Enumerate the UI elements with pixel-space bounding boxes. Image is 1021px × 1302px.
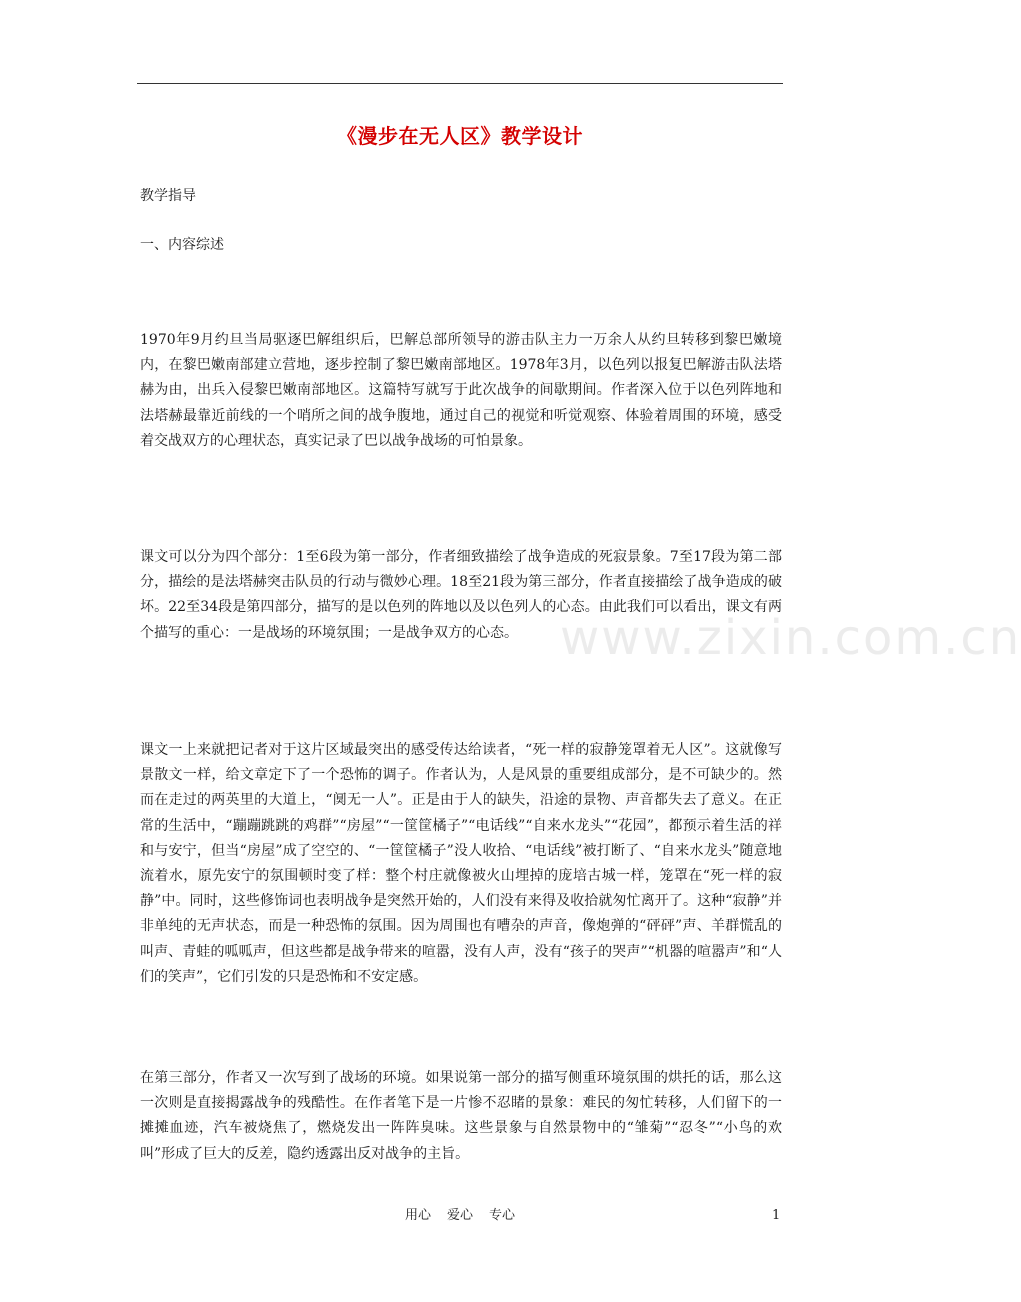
paragraph-4: 在第三部分，作者又一次写到了战场的环境。如果说第一部分的描写侧重环境氛围的烘托的话，那么这一次则是直接揭露战争的残酷性。在作者笔下是一片惨不忍睹的景象：难民的匆忙转移，人们留下的一摊摊血迹，汽车被烧焦了，燃烧发出一阵阵臭味。这些景象与自然景物中的“雏菊”“忍冬”“小鸟的欢叫”形成了巨大的反差，隐约透露出反对战争的主旨。: [140, 1070, 782, 1162]
page-number: 1: [772, 1208, 781, 1223]
footer-slogan-part: 爱心: [446, 1208, 473, 1223]
watermark-text: www.zixin.com.cn: [560, 610, 1021, 666]
document-title: 《漫步在无人区》教学设计: [337, 124, 583, 148]
subsection-heading: 一、内容综述: [140, 237, 224, 253]
footer-slogan: [0, 1207, 920, 1225]
footer-slogan-part: 专心: [489, 1208, 516, 1223]
paragraph-2: 课文可以分为四个部分：1至6段为第一部分，作者细致描绘了战争造成的死寂景象。7至17段为第二部分，描绘的是法塔赫突击队员的行动与微妙心理。18至21段为第三部分，作者直接描绘了战争造成的破坏。22至34段是第四部分，描写的是以色列的阵地以及以色列人的心态。由此我们可以看出，课文有两个描写的重心：一是战场的环境氛围；一是战争双方的心态。: [140, 549, 782, 641]
section-heading: 教学指导: [140, 188, 196, 204]
footer-slogan-part: 用心: [404, 1208, 431, 1223]
paragraph-3: 课文一上来就把记者对于这片区域最突出的感受传达给读者，“死一样的寂静笼罩着无人区”。这就像写景散文一样，给文章定下了一个恐怖的调子。作者认为，人是风景的重要组成部分，是不可缺少的。然而在走过的两英里的大道上，“阒无一人”。正是由于人的缺失，沿途的景物、声音都失去了意义。在正常的生活中，“蹦蹦跳跳的鸡群”“房屋”“一筐筐橘子”“电话线”“自来水龙头”“花园”，都预示着生活的祥和与安宁，但当“房屋”成了空空的、“一筐筐橘子”没人收拾、“电话线”被打断了、“自来水龙头”随意地流着水，原先安宁的氛围顿时变了样：整个村庄就像被火山埋掉的庞培古城一样，笼罩在“死一样的寂静”中。同时，这些修饰词也表明战争是突然开始的，人们没有来得及收拾就匆忙离开了。这种“寂静”并非单纯的无声状态，而是一种恐怖的氛围。因为周围也有嘈杂的声音，像炮弹的“砰砰”声、羊群慌乱的叫声、青蛙的呱呱声，但这些都是战争带来的喧嚣，没有人声，没有“孩子的哭声”“机器的喧嚣声”和“人们的笑声”，它们引发的只是恐怖和不安定感。: [140, 742, 782, 985]
paragraph-1: 1970年9月约旦当局驱逐巴解组织后，巴解总部所领导的游击队主力一万余人从约旦转移到黎巴嫩境内，在黎巴嫩南部建立营地，逐步控制了黎巴嫩南部地区。1978年3月，以色列以报复巴解游击队法塔赫为由，出兵入侵黎巴嫩南部地区。这篇特写就写于此次战争的间歇期间。作者深入位于以色列阵地和法塔赫最靠近前线的一个哨所之间的战争腹地，通过自己的视觉和听觉观察、体验着周围的环境，感受着交战双方的心理状态，真实记录了巴以战争战场的可怕景象。: [140, 332, 782, 449]
header-rule: [137, 83, 783, 84]
